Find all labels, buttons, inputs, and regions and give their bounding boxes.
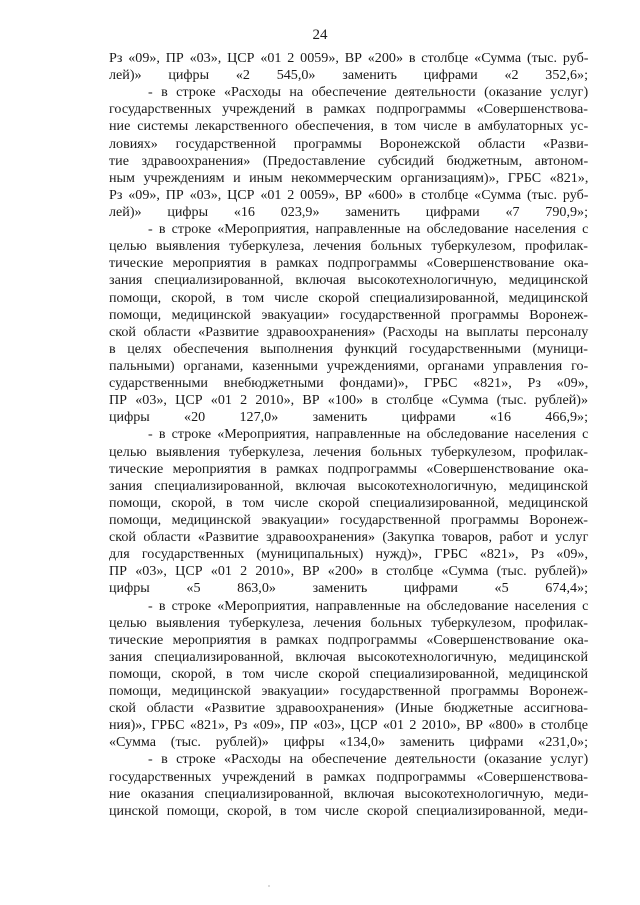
text-line: ным учреждениям и иным некоммерческим организациям)», ГРБС «821», bbox=[109, 169, 589, 186]
paragraph bbox=[109, 221, 588, 426]
text-line: зания специализированной, включая высокотехнологичную, медицинской bbox=[109, 477, 588, 494]
text-line: - в строке «Мероприятия, направленные на обследование населения с bbox=[148, 221, 589, 238]
text-line: цинской помощи, скорой, в том числе скорой специализированной, меди- bbox=[109, 802, 588, 819]
text-line: тие здравоохранения» (Предоставление субсидий бюджетным, автоном- bbox=[109, 152, 589, 169]
text-line: целью выявления туберкулеза, лечения больных туберкулезом, профилак- bbox=[109, 238, 588, 255]
text-line: - в строке «Расходы на обеспечение деятельности (оказание услуг) bbox=[148, 84, 589, 101]
text-line: ловиях» государственной программы Воронежской области «Разви- bbox=[109, 135, 589, 152]
paragraph bbox=[109, 598, 588, 752]
text-line: - в строке «Мероприятия, направленные на обследование населения с bbox=[148, 597, 589, 614]
text-line: государственных учреждений в рамках подпрограммы «Совершенствова- bbox=[109, 768, 588, 785]
text-line: цифры «20 127,0» заменить цифрами «16 466,9»; bbox=[109, 409, 588, 426]
text-line: Рз «09», ПР «03», ЦСР «01 2 0059», ВР «200» в столбце «Сумма (тыс. руб- bbox=[109, 50, 589, 66]
text-line: помощи, скорой, в том числе скорой специализированной, медицинской bbox=[109, 289, 588, 306]
paragraph bbox=[109, 84, 588, 221]
text-line: тические мероприятия в рамках подпрограммы «Совершенствование ока- bbox=[109, 631, 589, 648]
text-line: ние оказания специализированной, включая высокотехнологичную, меди- bbox=[109, 785, 589, 802]
text-line: ПР «03», ЦСР «01 2 2010», ВР «200» в столбце «Сумма (тыс. рублей)» bbox=[109, 563, 588, 580]
paragraph bbox=[109, 426, 588, 597]
text-line: ской области «Развитие здравоохранения» (Иные бюджетные ассигнова- bbox=[109, 700, 588, 717]
text-line: зания специализированной, включая высокотехнологичную, медицинской bbox=[109, 272, 588, 289]
text-line: помощи, скорой, в том числе скорой специализированной, медицинской bbox=[109, 665, 588, 682]
text-line: ние системы лекарственного обеспечения, в том числе в амбулаторных ус- bbox=[109, 118, 589, 135]
text-line: «Сумма (тыс. рублей)» цифры «134,0» заменить цифрами «231,0»; bbox=[109, 734, 588, 751]
text-line: цифры «5 863,0» заменить цифрами «5 674,4»; bbox=[109, 580, 588, 597]
text-line: ния)», ГРБС «821», Рз «09», ПР «03», ЦСР «01 2 2010», ВР «800» в столбце bbox=[109, 717, 588, 734]
text-line: тические мероприятия в рамках подпрограммы «Совершенствование ока- bbox=[109, 460, 589, 477]
text-line: сударственными внебюджетными фондами)», ГРБС «821», Рз «09», bbox=[109, 375, 589, 392]
paragraph bbox=[109, 751, 588, 819]
scan-speck bbox=[268, 885, 270, 887]
text-line: целью выявления туберкулеза, лечения больных туберкулезом, профилак- bbox=[109, 614, 588, 631]
text-line: лей)» цифры «2 545,0» заменить цифрами «2 352,6»; bbox=[109, 67, 588, 84]
text-line: - в строке «Мероприятия, направленные на обследование населения с bbox=[148, 426, 589, 443]
text-line: лей)» цифры «16 023,9» заменить цифрами «7 790,9»; bbox=[109, 203, 588, 220]
text-line: помощи, скорой, в том числе скорой специализированной, медицинской bbox=[109, 494, 588, 511]
text-line: тические мероприятия в рамках подпрограммы «Совершенствование ока- bbox=[109, 255, 589, 272]
text-line: целью выявления туберкулеза, лечения больных туберкулезом, профилак- bbox=[109, 443, 588, 460]
text-line: Рз «09», ПР «03», ЦСР «01 2 0059», ВР «600» в столбце «Сумма (тыс. руб- bbox=[109, 186, 589, 203]
text-line: ской области «Развитие здравоохранения» (Расходы на выплаты персоналу bbox=[109, 323, 589, 340]
text-line: помощи, медицинской эвакуации» государственной программы Воронеж- bbox=[109, 511, 588, 528]
text-line: пальными) органами, казенными учреждениями, органами управления го- bbox=[109, 357, 589, 374]
text-line: ПР «03», ЦСР «01 2 2010», ВР «100» в столбце «Сумма (тыс. рублей)» bbox=[109, 392, 588, 409]
text-line: ской области «Развитие здравоохранения» (Закупка товаров, работ и услуг bbox=[109, 529, 589, 546]
page-number: 24 bbox=[312, 27, 328, 43]
document-text-body bbox=[109, 50, 588, 820]
text-line: зания специализированной, включая высокотехнологичную, медицинской bbox=[109, 648, 588, 665]
text-line: для государственных (муниципальных) нужд)», ГРБС «821», Рз «09», bbox=[109, 546, 588, 563]
text-line: в целях обеспечения выполнения функций государственными (муници- bbox=[109, 340, 588, 357]
paragraph bbox=[109, 50, 588, 84]
text-line: - в строке «Расходы на обеспечение деятельности (оказание услуг) bbox=[148, 751, 589, 768]
text-line: государственных учреждений в рамках подпрограммы «Совершенствова- bbox=[109, 101, 588, 118]
text-line: помощи, медицинской эвакуации» государственной программы Воронеж- bbox=[109, 306, 588, 323]
text-line: помощи, медицинской эвакуации» государственной программы Воронеж- bbox=[109, 683, 588, 700]
